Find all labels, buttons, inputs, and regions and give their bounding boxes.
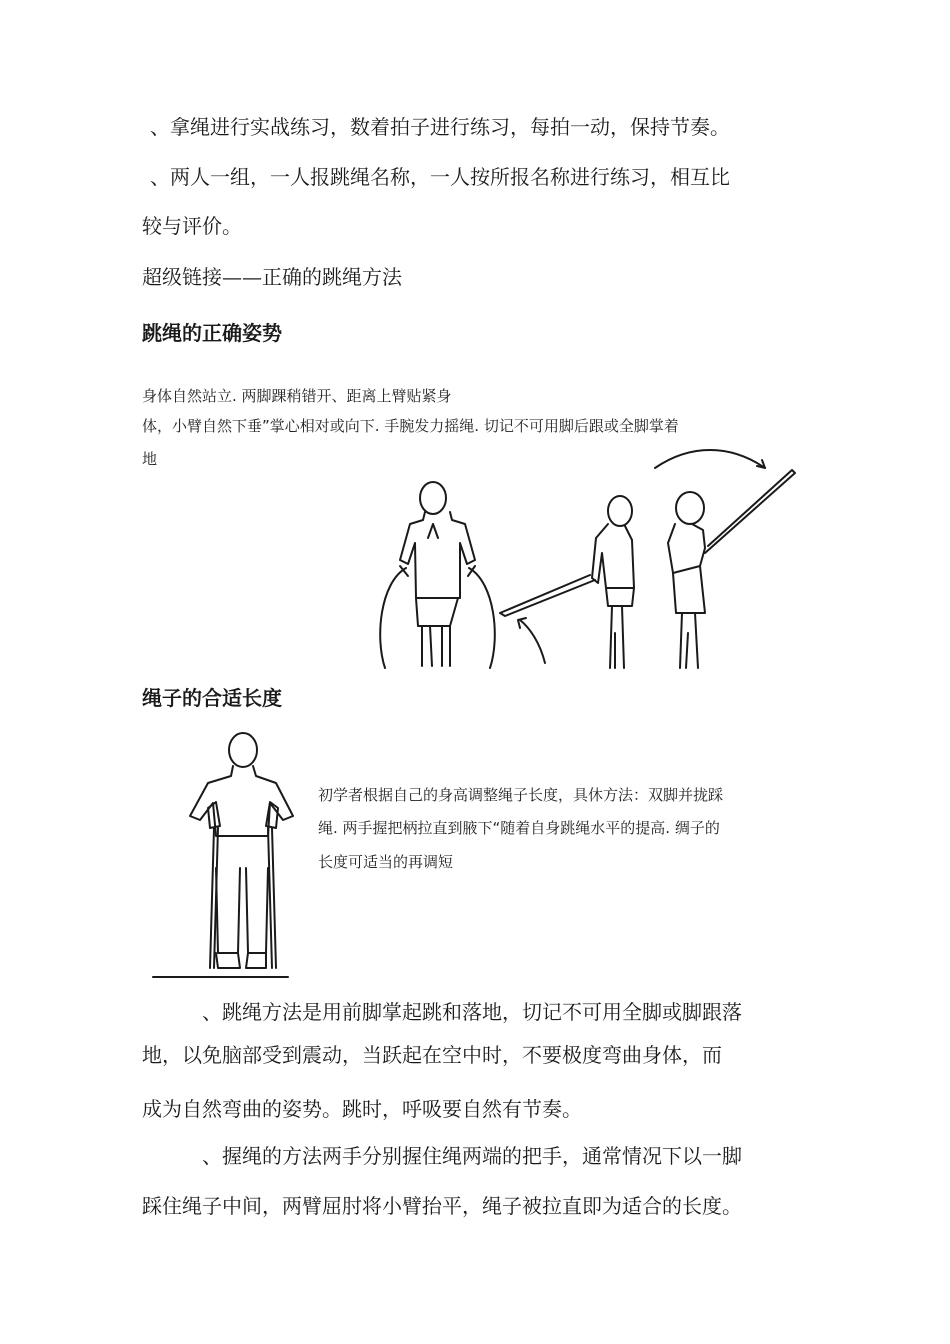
method-paragraph-1-line-3: 成为自然弯曲的姿势。跳时，呼吸要自然有节奏。: [142, 1097, 582, 1121]
length-text-line-1: 初学者根据自己的身高调整绳子长度，具休方法：双脚并拢踩: [318, 786, 724, 804]
length-heading: 绳子的合适长度: [142, 686, 282, 710]
posture-text-line-1: 身体自然站立. 两脚踝稍错开、距离上臂贴紧身: [142, 387, 452, 405]
length-text-line-2: 绳. 两手握把柄拉直到腋下“随着自身跳绳水平的提高. 绸子的: [318, 819, 720, 837]
rope-posture-illustration: [370, 448, 800, 673]
intro-item-2-line-2: 较与评价。: [142, 214, 242, 238]
method-paragraph-2-line-2: 踩住绳子中间，两臂屈肘将小臂抬平，绳子被拉直即为适合的长度。: [142, 1194, 742, 1218]
intro-item-2-line-1: 、两人一组，一人报跳绳名称，一人按所报名称进行练习，相互比: [150, 165, 730, 189]
length-text-line-3: 长度可适当的再调短: [318, 853, 454, 871]
posture-text-line-2: 体，小臂自然下垂”掌心相对或向下. 手腕发力摇绳. 切记不可用脚后跟或全脚掌着: [142, 417, 679, 435]
method-paragraph-2-line-1: 、握绳的方法两手分别握住绳两端的把手，通常情况下以一脚: [202, 1144, 742, 1168]
posture-heading: 跳绳的正确姿势: [142, 321, 282, 345]
method-paragraph-1-line-1: 、跳绳方法是用前脚掌起跳和落地，切记不可用全脚或脚跟落: [202, 1000, 742, 1024]
link-title: 超级链接——正确的跳绳方法: [142, 265, 402, 289]
posture-text-line-3: 地: [142, 450, 158, 468]
intro-item-1: 、拿绳进行实战练习，数着拍子进行练习，每拍一动，保持节奏。: [150, 115, 730, 139]
rope-length-illustration: [148, 728, 298, 983]
method-paragraph-1-line-2: 地，以免脑部受到震动，当跃起在空中时，不要极度弯曲身体，而: [142, 1043, 722, 1067]
